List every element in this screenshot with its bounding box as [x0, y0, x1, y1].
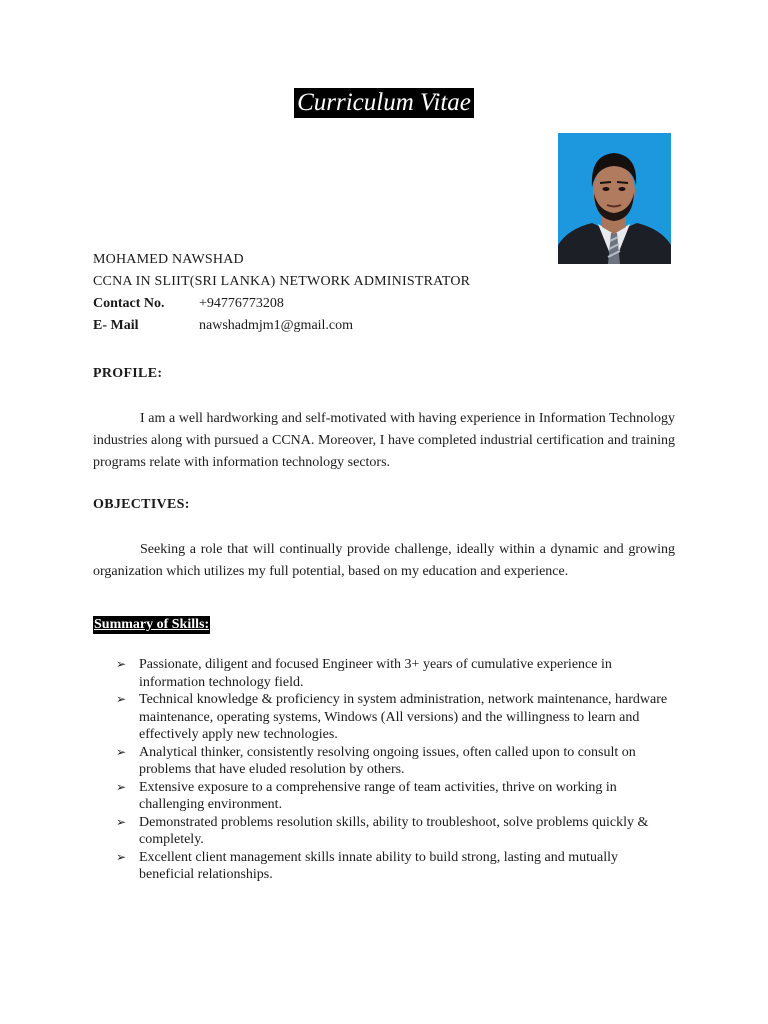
email-value: nawshadmjm1@gmail.com — [199, 318, 354, 333]
list-item — [116, 744, 676, 779]
skill-text: Excellent client management skills innate ability to build strong, lasting and mutually beneficial relationships. — [139, 849, 619, 882]
contact-row — [93, 293, 693, 315]
candidate-role: CCNA IN SLIIT(SRI LANKA) NETWORK ADMINISTRATOR — [93, 274, 471, 289]
arrowhead-bullet-icon: ➢ — [116, 849, 127, 864]
skills-list — [116, 656, 676, 884]
contact-header — [93, 249, 693, 337]
contact-label: Contact No. — [93, 296, 165, 311]
arrowhead-bullet-icon: ➢ — [116, 814, 127, 829]
title-wrap — [0, 88, 768, 118]
profile-photo — [558, 133, 671, 264]
list-item — [116, 849, 676, 884]
email-row — [93, 315, 693, 337]
objectives-heading: OBJECTIVES: — [93, 497, 190, 512]
skill-text: Analytical thinker, consistently resolving ongoing issues, often called upon to consult on problems that have eluded resolution by others. — [139, 744, 636, 777]
arrowhead-bullet-icon: ➢ — [116, 779, 127, 794]
skill-text: Technical knowledge & proficiency in system administration, network maintenance, hardware maintenance, operating systems, Windows (All versions) and the willingness to learn and effectively apply new technologies. — [139, 692, 668, 742]
profile-heading: PROFILE: — [93, 366, 163, 381]
profile-text: I am a well hardworking and self-motivated with having experience in Information Technology industries along with pursued a CCNA. Moreover, I have completed industrial certification and training programs relate with information technology sectors. — [93, 411, 675, 470]
email-label: E- Mail — [93, 318, 139, 333]
skill-text: Demonstrated problems resolution skills, ability to troubleshoot, solve problems quickly & completely. — [139, 814, 649, 847]
skill-text: Passionate, diligent and focused Engineer with 3+ years of cumulative experience in information technology field. — [139, 657, 612, 690]
list-item — [116, 691, 676, 744]
contact-value: +94776773208 — [199, 296, 284, 311]
arrowhead-bullet-icon: ➢ — [116, 657, 127, 671]
arrowhead-bullet-icon: ➢ — [116, 744, 127, 759]
portrait-photo-icon — [558, 133, 671, 264]
list-item — [116, 656, 676, 691]
skill-text: Extensive exposure to a comprehensive range of team activities, thrive on working in challenging environment. — [139, 779, 617, 812]
candidate-name: MOHAMED NAWSHAD — [93, 252, 244, 267]
arrowhead-bullet-icon: ➢ — [116, 692, 127, 706]
list-item — [116, 814, 676, 849]
skills-heading: Summary of Skills: — [94, 617, 210, 632]
list-item — [116, 779, 676, 814]
document-title: Curriculum Vitae — [294, 88, 474, 118]
objectives-text: Seeking a role that will continually provide challenge, ideally within a dynamic and growing organization which utilizes my full potential, based on my education and experience. — [93, 542, 675, 579]
